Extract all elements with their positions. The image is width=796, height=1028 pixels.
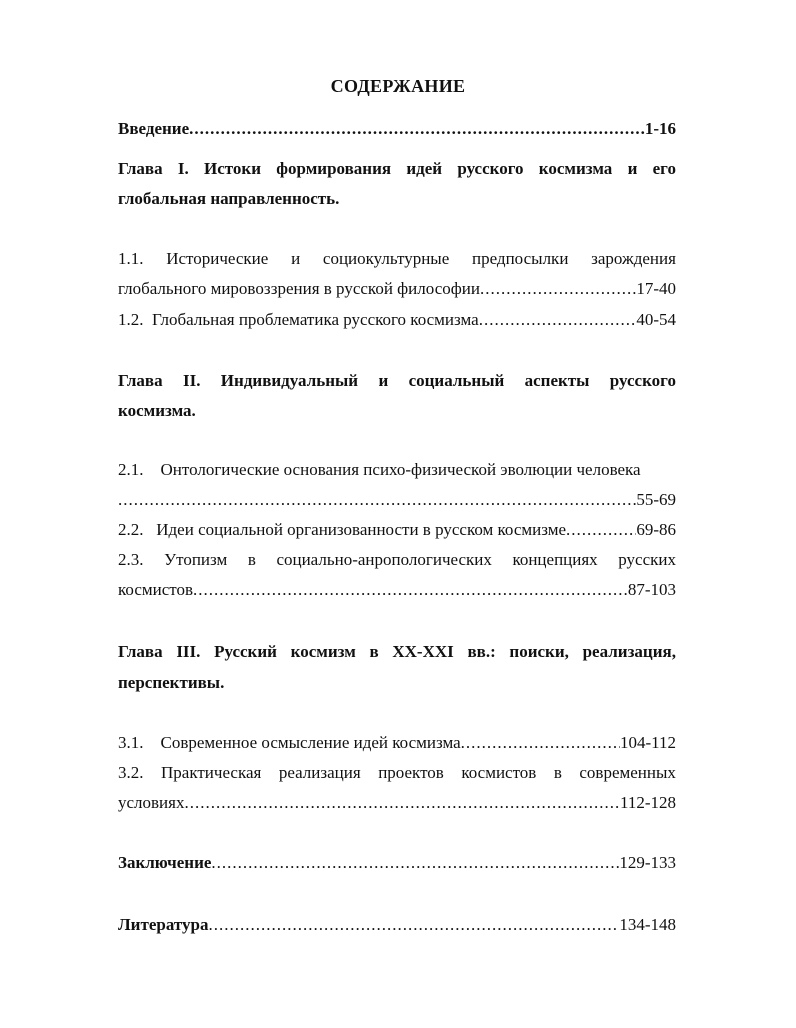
word: Индивидуальный: [220, 371, 359, 390]
toc-entry-label: 1.2. Глобальная проблематика русского космизма: [118, 310, 479, 329]
toc-entry-3-1: [118, 728, 676, 758]
toc-entry-3-2-line1: [118, 758, 676, 788]
leader-dots: [208, 910, 619, 940]
leader-dots: [479, 305, 637, 335]
word: Истоки: [204, 159, 261, 178]
chapter-2-heading-line2: космизма.: [118, 401, 196, 420]
leader-dots: [566, 515, 636, 545]
toc-entry-2-2: [118, 515, 676, 545]
toc-entry-label: условиях: [118, 793, 185, 812]
word: Исторические: [166, 249, 269, 268]
word: вв.:: [467, 642, 496, 661]
word: социальный: [408, 371, 505, 390]
word: современных: [579, 763, 676, 782]
toc-entry-pages: 40-54: [636, 310, 676, 329]
toc-entry-pages: 134-148: [619, 915, 676, 934]
word: в: [369, 642, 379, 661]
toc-entry-pages: 17-40: [636, 279, 676, 298]
toc-entry-pages: 55-69: [636, 490, 676, 509]
toc-entry-label: Введение: [118, 119, 190, 138]
toc-entry-1-1-line1: [118, 244, 676, 274]
toc-entry-label: 3.1. Современное осмысление идей космизма: [118, 733, 461, 752]
toc-entry-conclusion: [118, 848, 676, 878]
word: 3.2.: [118, 763, 144, 782]
toc-entry-2-1-line1: 2.1. Онтологические основания психо-физической эволюции человека: [118, 460, 641, 479]
toc-entry-label: Заключение: [118, 853, 212, 872]
word: его: [652, 159, 676, 178]
chapter-3-heading-line2: перспективы.: [118, 673, 225, 692]
word: аспекты: [524, 371, 590, 390]
word: концепциях: [512, 550, 598, 569]
toc-entry-label: космистов: [118, 580, 193, 599]
chapter-1-heading-line2: глобальная направленность.: [118, 189, 340, 208]
toc-entry-2-3-line1: [118, 545, 676, 575]
word: социокультурные: [322, 249, 450, 268]
word: III.: [176, 642, 201, 661]
chapter-2-heading-line1: [118, 366, 676, 396]
toc-entry-2-3-line2: [118, 575, 676, 605]
leader-dots: [118, 485, 636, 515]
word: реализация: [278, 763, 361, 782]
page-title: СОДЕРЖАНИЕ: [330, 76, 466, 96]
toc-entry-2-1-line2: [118, 485, 676, 515]
word: Русский: [214, 642, 277, 661]
toc-entry-pages: 112-128: [619, 793, 676, 812]
word: 1.1.: [118, 249, 144, 268]
word: и: [291, 249, 301, 268]
word: социально-анропологических: [276, 550, 492, 569]
word: русских: [618, 550, 676, 569]
word: Практическая: [161, 763, 262, 782]
word: космизм: [290, 642, 356, 661]
word: 2.3.: [118, 550, 144, 569]
word: поиски,: [509, 642, 569, 661]
word: проектов: [378, 763, 444, 782]
leader-dots: [461, 728, 620, 758]
word: и: [627, 159, 638, 178]
leader-dots: [211, 848, 619, 878]
toc-entry-1-2: [118, 305, 676, 335]
word: Глава: [118, 371, 163, 390]
word: II.: [182, 371, 201, 390]
word: Утопизм: [164, 550, 228, 569]
chapter-3-heading-line1: [118, 637, 676, 667]
toc-entry-intro: [118, 114, 676, 144]
leader-dots: [184, 788, 619, 818]
word: русского: [457, 159, 524, 178]
toc-entry-pages: 1-16: [644, 119, 676, 138]
word: в: [247, 550, 256, 569]
toc-entry-label: Литература: [118, 915, 209, 934]
toc-entry-1-1-line2: [118, 274, 676, 304]
word: идей: [406, 159, 443, 178]
word: зарождения: [591, 249, 676, 268]
word: в: [553, 763, 562, 782]
word: Глава: [118, 159, 163, 178]
toc-entry-pages: 87-103: [627, 580, 676, 599]
toc-entry-literature: [118, 910, 676, 940]
leader-dots: [193, 575, 628, 605]
leader-dots: [189, 114, 645, 144]
word: реализация,: [582, 642, 676, 661]
word: и: [378, 371, 389, 390]
word: русского: [609, 371, 676, 390]
toc-entry-label: 2.2. Идеи социальной организованности в русском космизме: [118, 520, 567, 539]
toc-entry-pages: 69-86: [636, 520, 676, 539]
word: I.: [177, 159, 189, 178]
toc-entry-pages: 129-133: [619, 853, 676, 872]
toc-entry-pages: 104-112: [619, 733, 676, 752]
leader-dots: [480, 274, 636, 304]
word: формирования: [276, 159, 392, 178]
toc-entry-label: глобального мировоззрения в русской философии: [118, 279, 480, 298]
word: Глава: [118, 642, 163, 661]
word: космизма: [538, 159, 613, 178]
word: XX-XXI: [392, 642, 454, 661]
word: космистов: [461, 763, 537, 782]
chapter-1-heading-line1: [118, 154, 676, 184]
toc-entry-3-2-line2: [118, 788, 676, 818]
word: предпосылки: [472, 249, 569, 268]
